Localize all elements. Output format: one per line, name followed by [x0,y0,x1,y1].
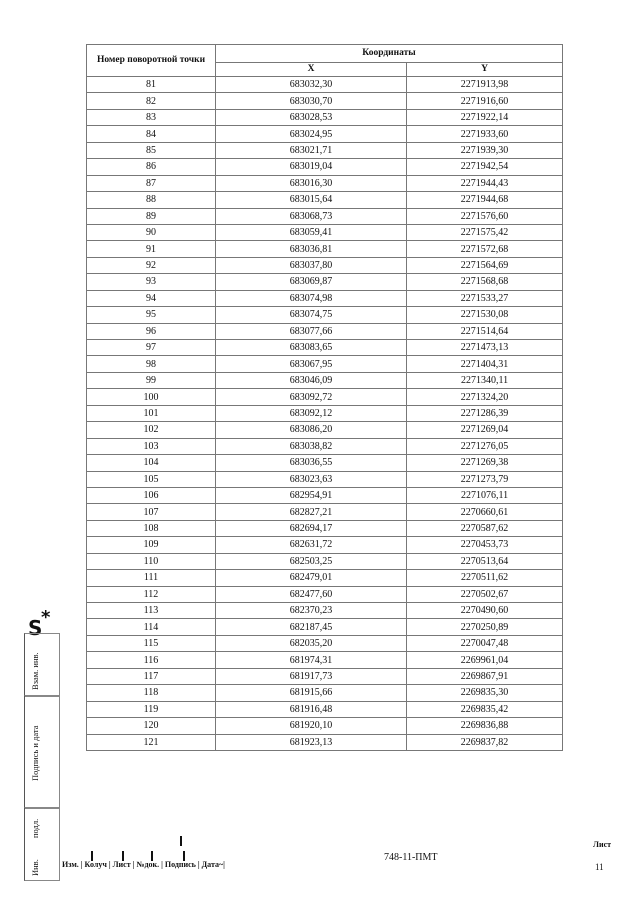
y-coordinate-cell: 2271942,54 [407,159,563,175]
table-row [87,389,563,405]
point-number-cell: 93 [87,274,216,290]
y-coordinate-cell: 2271933,60 [407,126,563,142]
point-number-cell: 95 [87,307,216,323]
x-coordinate-cell: 682477,60 [216,586,407,602]
y-coordinate-cell: 2271576,60 [407,208,563,224]
side-mark-star: * [41,607,51,628]
point-number-cell: 99 [87,372,216,388]
table-row [87,570,563,586]
y-coordinate-cell: 2269836,88 [407,718,563,734]
x-coordinate-cell: 683032,30 [216,77,407,93]
x-coordinate-cell: 683067,95 [216,356,407,372]
point-number-cell: 109 [87,537,216,553]
y-coordinate-cell: 2271944,68 [407,192,563,208]
point-number-cell: 108 [87,520,216,536]
y-coordinate-cell: 2271404,31 [407,356,563,372]
y-coordinate-cell: 2270490,60 [407,603,563,619]
x-coordinate-cell: 682954,91 [216,487,407,503]
table-row [87,77,563,93]
y-coordinate-cell: 2271939,30 [407,142,563,158]
y-coordinate-cell: 2270513,64 [407,553,563,569]
title-tick [180,836,182,846]
y-coordinate-cell: 2269835,42 [407,701,563,717]
inv-orig-label: Инв. [30,859,40,876]
y-coordinate-cell: 2271530,08 [407,307,563,323]
y-coordinate-cell: 2271575,42 [407,224,563,240]
point-number-cell: 94 [87,290,216,306]
table-row [87,520,563,536]
title-block-columns: Изм. | Колуч | Лист | №док. | Подпись | Дата~| [62,860,225,869]
coordinates-table [86,44,563,751]
point-number-cell: 115 [87,635,216,651]
y-coordinate-cell: 2269835,30 [407,685,563,701]
x-coordinate-cell: 683024,95 [216,126,407,142]
table-row [87,93,563,109]
x-coordinate-cell: 683038,82 [216,438,407,454]
x-header: X [216,63,407,77]
point-number-cell: 119 [87,701,216,717]
point-number-cell: 96 [87,323,216,339]
x-coordinate-cell: 683092,72 [216,389,407,405]
y-coordinate-cell: 2271276,05 [407,438,563,454]
point-number-cell: 117 [87,668,216,684]
point-number-cell: 103 [87,438,216,454]
table-row [87,307,563,323]
point-number-cell: 118 [87,685,216,701]
point-number-cell: 83 [87,109,216,125]
point-number-cell: 86 [87,159,216,175]
x-coordinate-cell: 682187,45 [216,619,407,635]
point-number-cell: 113 [87,603,216,619]
y-coordinate-cell: 2271514,64 [407,323,563,339]
table-row [87,668,563,684]
table-row [87,192,563,208]
y-coordinate-cell: 2271922,14 [407,109,563,125]
x-coordinate-cell: 683083,65 [216,340,407,356]
x-coordinate-cell: 682370,23 [216,603,407,619]
point-number-cell: 91 [87,241,216,257]
table-row [87,422,563,438]
table-row [87,652,563,668]
y-coordinate-cell: 2271944,43 [407,175,563,191]
y-coordinate-cell: 2270587,62 [407,520,563,536]
table-row [87,257,563,273]
x-coordinate-cell: 683021,71 [216,142,407,158]
y-coordinate-cell: 2271269,04 [407,422,563,438]
sign-date-label: Подпись и дата [30,725,40,781]
point-number-cell: 107 [87,504,216,520]
y-coordinate-cell: 2271269,38 [407,455,563,471]
x-coordinate-cell: 681920,10 [216,718,407,734]
point-number-cell: 112 [87,586,216,602]
x-coordinate-cell: 683019,04 [216,159,407,175]
table-row [87,537,563,553]
table-row [87,635,563,651]
document-code: 748-11-ПМТ [384,852,438,863]
point-number-cell: 116 [87,652,216,668]
side-mark-glyph: S [28,616,43,640]
table-row [87,603,563,619]
y-coordinate-cell: 2271913,98 [407,77,563,93]
x-coordinate-cell: 683077,66 [216,323,407,339]
table-row [87,734,563,750]
y-coordinate-cell: 2271533,27 [407,290,563,306]
table-row [87,619,563,635]
table-row [87,208,563,224]
x-coordinate-cell: 682503,25 [216,553,407,569]
x-coordinate-cell: 683086,20 [216,422,407,438]
y-coordinate-cell: 2270502,67 [407,586,563,602]
table-row [87,487,563,503]
table-row [87,438,563,454]
table-row [87,290,563,306]
x-coordinate-cell: 683074,75 [216,307,407,323]
table-row [87,175,563,191]
point-number-cell: 84 [87,126,216,142]
x-coordinate-cell: 683037,80 [216,257,407,273]
x-coordinate-cell: 681974,31 [216,652,407,668]
y-coordinate-cell: 2269837,82 [407,734,563,750]
point-number-cell: 110 [87,553,216,569]
y-coordinate-cell: 2271340,11 [407,372,563,388]
point-number-cell: 101 [87,405,216,421]
table-row [87,109,563,125]
table-row [87,372,563,388]
sheet-number: 11 [595,862,604,872]
x-coordinate-cell: 683023,63 [216,471,407,487]
point-number-cell: 120 [87,718,216,734]
y-coordinate-cell: 2270047,48 [407,635,563,651]
y-coordinate-cell: 2269961,04 [407,652,563,668]
x-coordinate-cell: 681916,48 [216,701,407,717]
table-row [87,340,563,356]
point-number-cell: 114 [87,619,216,635]
point-number-cell: 104 [87,455,216,471]
y-header: Y [407,63,563,77]
x-coordinate-cell: 683015,64 [216,192,407,208]
point-number-header: Номер поворотной точки [87,45,216,77]
y-coordinate-cell: 2271273,79 [407,471,563,487]
y-coordinate-cell: 2270453,73 [407,537,563,553]
y-coordinate-cell: 2271568,68 [407,274,563,290]
point-number-cell: 89 [87,208,216,224]
table-row [87,405,563,421]
table-row [87,126,563,142]
sheet-label: Лист [593,840,612,849]
x-coordinate-cell: 683069,87 [216,274,407,290]
y-coordinate-cell: 2270660,61 [407,504,563,520]
x-coordinate-cell: 683068,73 [216,208,407,224]
table-row [87,718,563,734]
point-number-cell: 92 [87,257,216,273]
point-number-cell: 102 [87,422,216,438]
table-row [87,224,563,240]
y-coordinate-cell: 2271324,20 [407,389,563,405]
y-coordinate-cell: 2270511,62 [407,570,563,586]
y-coordinate-cell: 2271564,69 [407,257,563,273]
x-coordinate-cell: 682694,17 [216,520,407,536]
table-row [87,586,563,602]
x-coordinate-cell: 683016,30 [216,175,407,191]
point-number-cell: 81 [87,77,216,93]
x-coordinate-cell: 683092,12 [216,405,407,421]
y-coordinate-cell: 2271572,68 [407,241,563,257]
point-number-cell: 90 [87,224,216,240]
x-coordinate-cell: 683074,98 [216,290,407,306]
point-number-cell: 105 [87,471,216,487]
table-row [87,504,563,520]
x-coordinate-cell: 683046,09 [216,372,407,388]
y-coordinate-cell: 2270250,89 [407,619,563,635]
coordinates-header: Координаты [216,45,563,63]
point-number-cell: 106 [87,487,216,503]
x-coordinate-cell: 683030,70 [216,93,407,109]
inv-replace-label: Взам. инв. [30,652,40,690]
x-coordinate-cell: 682035,20 [216,635,407,651]
x-coordinate-cell: 682631,72 [216,537,407,553]
table-row [87,471,563,487]
x-coordinate-cell: 683036,55 [216,455,407,471]
point-number-cell: 98 [87,356,216,372]
x-coordinate-cell: 681915,66 [216,685,407,701]
table-row [87,241,563,257]
y-coordinate-cell: 2271916,60 [407,93,563,109]
y-coordinate-cell: 2271076,11 [407,487,563,503]
table-row [87,323,563,339]
table-row [87,274,563,290]
table-row [87,142,563,158]
y-coordinate-cell: 2271473,13 [407,340,563,356]
point-number-cell: 88 [87,192,216,208]
coordinates-rows [87,77,563,751]
x-coordinate-cell: 681923,13 [216,734,407,750]
x-coordinate-cell: 683028,53 [216,109,407,125]
table-row [87,356,563,372]
point-number-cell: 100 [87,389,216,405]
table-row [87,159,563,175]
x-coordinate-cell: 681917,73 [216,668,407,684]
x-coordinate-cell: 682827,21 [216,504,407,520]
point-number-cell: 111 [87,570,216,586]
point-number-cell: 121 [87,734,216,750]
y-coordinate-cell: 2271286,39 [407,405,563,421]
table-row [87,685,563,701]
point-number-cell: 82 [87,93,216,109]
point-number-cell: 85 [87,142,216,158]
x-coordinate-cell: 682479,01 [216,570,407,586]
table-row [87,701,563,717]
point-number-cell: 97 [87,340,216,356]
point-number-cell: 87 [87,175,216,191]
y-coordinate-cell: 2269867,91 [407,668,563,684]
inv-orig-top-label: подл. [30,818,40,838]
x-coordinate-cell: 683059,41 [216,224,407,240]
table-row [87,455,563,471]
table-row [87,553,563,569]
x-coordinate-cell: 683036,81 [216,241,407,257]
